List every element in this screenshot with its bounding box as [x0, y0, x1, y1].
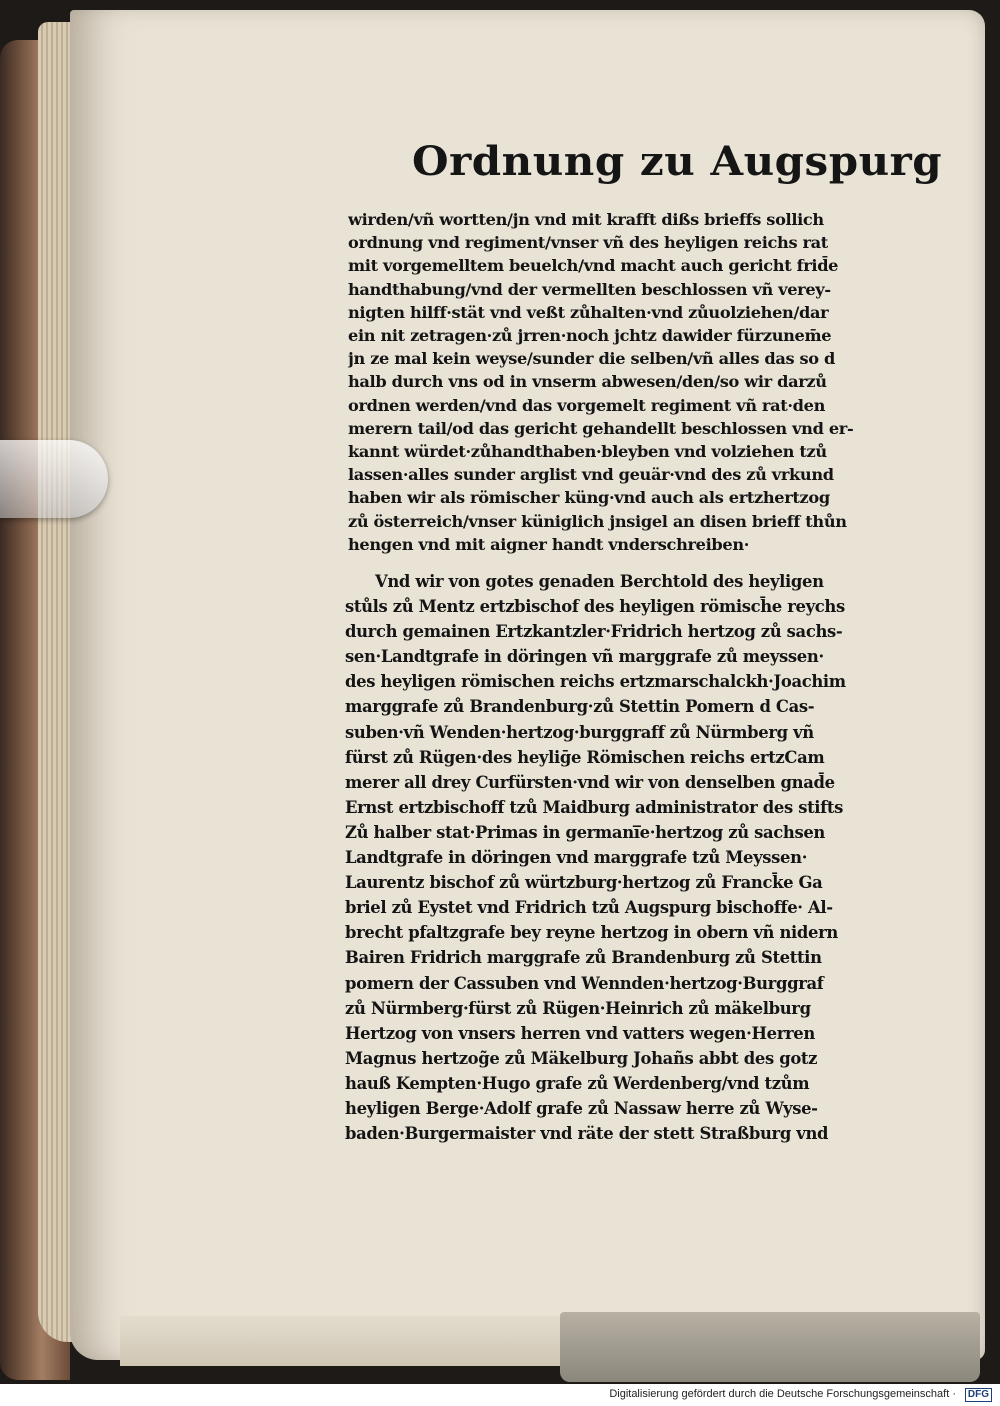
text-line: haben wir als römischer küng·vnd auch als ertzhertzog	[348, 488, 830, 508]
text-line: marggrafe zů Brandenburg·zů Stettin Pomern d Cas-	[345, 697, 815, 717]
text-line: zů Nürmberg·fürst zů Rügen·Heinrich zů mäkelburg	[345, 998, 811, 1018]
text-line: Vnd wir von gotes genaden Berchtold des heyligen	[375, 572, 824, 591]
footer-bar	[0, 1384, 1000, 1406]
page-bottom-edge	[120, 1316, 570, 1366]
text-line: Ernst ertzbischoff tzů Maidburg administrator des stifts	[345, 797, 843, 817]
text-line: Landtgrafe in döringen vnd marggrafe tzů Meyssen·	[345, 848, 808, 868]
paragraph-1	[348, 208, 858, 556]
text-line: merer all drey Curfürsten·vnd wir von denselben gnad̄e	[345, 772, 835, 792]
text-line: ordnung vnd regiment/vnser vñ des heyligen reichs rat	[348, 233, 828, 253]
text-line: Magnus hertzog̃e zů Mäkelburg Johañs abbt des gotz	[345, 1048, 818, 1068]
text-line: kannt würdet·zůhandthaben·bleyben vnd volziehen tzů	[348, 442, 827, 462]
text-line: wirden/vñ wortten/jn vnd mit krafft dißs brieffs sollich	[348, 210, 824, 229]
text-line: briel zů Eystet vnd Fridrich tzů Augspurg bischoffe· Al-	[345, 898, 833, 918]
text-line: Laurentz bischof zů würtzburg·hertzog zů Franck̄e Ga	[345, 873, 823, 893]
text-line: brecht pfaltzgrafe bey reyne hertzog in obern vñ nidern	[345, 923, 838, 943]
text-line: fürst zů Rügen·des heyliḡe Römischen reichs ertzCam	[345, 747, 825, 767]
text-line: Zů halber stat·Primas in germani̅e·hertzog zů sachsen	[345, 822, 825, 842]
text-line: baden·Burgermaister vnd räte der stett Straßburg vnd	[345, 1124, 829, 1144]
text-line: nigten hilff·stät vnd veßt zůhalten·vnd zůuolziehen/dar	[348, 302, 829, 322]
text-line: suben·vñ Wenden·hertzog·burggraff zů Nürmberg vñ	[345, 722, 814, 742]
running-heading: Ordnung zu Augspurg	[412, 138, 943, 185]
text-line: hengen vnd mit aigner handt vnderschreiben·	[348, 534, 750, 554]
text-line: lassen·alles sunder arglist vnd geuär·vnd des zů vrkund	[348, 465, 834, 485]
text-line: halb durch vns od in vnserm abwesen/den/so wir darzů	[348, 372, 827, 392]
text-line: ordnen werden/vnd das vorgemelt regiment vñ rat·den	[348, 395, 825, 415]
text-line: handthabung/vnd der vermellten beschlossen vñ verey-	[348, 279, 831, 299]
text-line: zů österreich/vnser küniglich jnsigel an disen brieff thůn	[348, 511, 847, 531]
text-line: merern tail/od das gericht gehandellt beschlossen vnd er-	[348, 418, 854, 438]
text-line: stůls zů Mentz ertzbischof des heyligen römisch̄e reychs	[345, 597, 845, 617]
text-line: hauß Kempten·Hugo grafe zů Werdenberg/vnd tzům	[345, 1073, 810, 1093]
page-weight-strip	[560, 1312, 980, 1382]
text-line: ein nit zetragen·zů jrren·noch jchtz dawider fürzunem̄e	[348, 326, 832, 346]
funding-credit: Digitalisierung gefördert durch die Deutsche Forschungsgemeinschaft ·	[609, 1388, 956, 1400]
text-line: heyligen Berge·Adolf grafe zů Nassaw herre zů Wyse-	[345, 1098, 818, 1118]
text-line: jn ze mal kein weyse/sunder die selben/vñ alles das so d	[348, 349, 835, 369]
text-line: Hertzog von vnsers herren vnd vatters wegen·Herren	[345, 1023, 815, 1043]
dfg-logo: DFG	[965, 1388, 992, 1402]
text-line: mit vorgemelltem beuelch/vnd macht auch gericht frid̄e	[348, 256, 839, 276]
text-line: Bairen Fridrich marggrafe zů Brandenburg zů Stettin	[345, 948, 822, 968]
paragraph-2	[345, 569, 860, 1146]
text-line: sen·Landtgrafe in döringen vñ marggrafe zů meyssen·	[345, 647, 824, 667]
text-line: durch gemainen Ertzkantzler·Fridrich hertzog zů sachs-	[345, 622, 843, 642]
glass-page-holder	[0, 440, 108, 518]
text-line: pomern der Cassuben vnd Wennden·hertzog·Burggraf	[345, 973, 824, 993]
text-line: des heyligen römischen reichs ertzmarschalckh·Joachim	[345, 672, 846, 692]
